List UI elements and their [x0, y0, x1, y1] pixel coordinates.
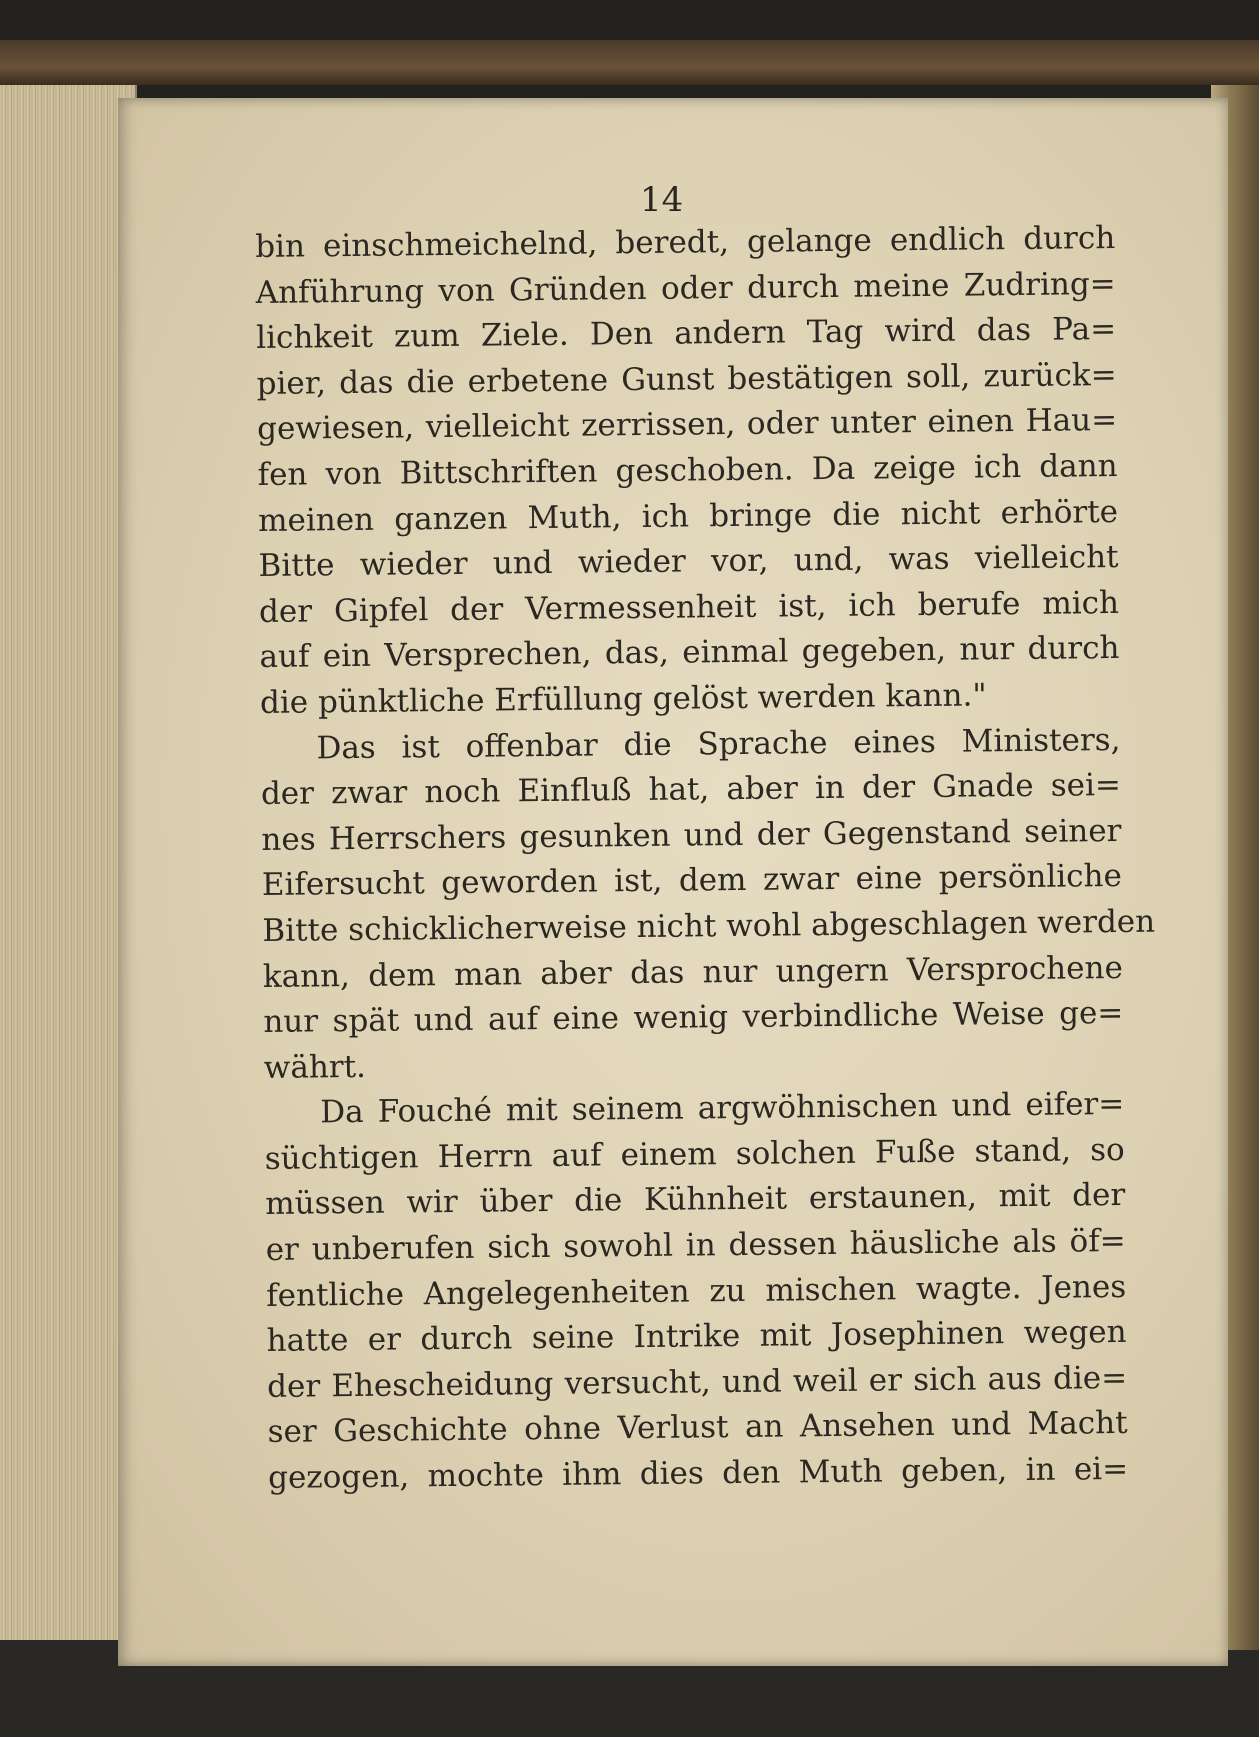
text-line: ser Geschichte ohne Verlust an Ansehen und Macht — [267, 1405, 1128, 1451]
text-line: hatte er durch seine Intrike mit Josephinen wegen — [266, 1314, 1127, 1360]
text-line: Da Fouché mit seinem argwöhnischen und eifer= — [320, 1086, 1125, 1131]
text-line: Bitte schicklicherweise nicht wohl abgeschlagen werden — [262, 903, 1156, 949]
text-line: nes Herrschers gesunken und der Gegenstand seiner — [261, 812, 1122, 858]
text-line: pier, das die erbetene Gunst bestätigen soll, zurück= — [256, 356, 1117, 402]
text-line: gezogen, mochte ihm dies den Muth geben, in ei= — [267, 1450, 1129, 1496]
text-line: Bitte wieder und wieder vor, und, was vielleicht — [258, 539, 1119, 585]
text-line: fen von Bittschriften geschoben. Da zeige ich dann — [257, 447, 1118, 493]
text-line: süchtigen Herrn auf einem solchen Fuße stand, so — [264, 1131, 1125, 1177]
text-line: gewiesen, vielleicht zerrissen, oder unter einen Hau= — [256, 402, 1118, 448]
book-spine-shadow — [0, 40, 1259, 85]
page-number: 14 — [640, 180, 684, 220]
text-line: der zwar noch Einfluß hat, aber in der Gnade sei= — [260, 767, 1122, 813]
text-line: meinen ganzen Muth, ich bringe die nicht erhörte — [257, 493, 1119, 539]
text-line: die pünktliche Erfüllung gelöst werden kann." — [259, 677, 987, 721]
text-line: lichkeit zum Ziele. Den andern Tag wird das Pa= — [255, 311, 1117, 357]
text-line: währt. — [263, 1048, 367, 1086]
text-line: er unberufen sich sowohl in dessen häusliche als öf= — [265, 1223, 1126, 1269]
page-text — [255, 216, 1156, 1502]
text-line: Eifersucht geworden ist, dem zwar eine persönliche — [261, 858, 1123, 904]
text-line: bin einschmeichelnd, beredt, gelange endlich durch — [255, 219, 1116, 265]
text-line: fentliche Angelegenheiten zu mischen wagte. Jenes — [266, 1268, 1127, 1314]
text-line: müssen wir über die Kühnheit erstaunen, mit der — [265, 1177, 1126, 1223]
text-line: Das ist offenbar die Sprache eines Ministers, — [316, 721, 1121, 766]
page-stack-left — [0, 85, 137, 1640]
text-line: auf ein Versprechen, das, einmal gegeben, nur durch — [259, 630, 1120, 676]
text-line: nur spät und auf eine wenig verbindliche Weise ge= — [263, 995, 1124, 1041]
text-line: Anführung von Gründen oder durch meine Zudring= — [255, 265, 1116, 311]
text-line: der Ehescheidung versucht, und weil er sich aus die= — [266, 1359, 1128, 1405]
text-line: der Gipfel der Vermessenheit ist, ich berufe mich — [258, 584, 1120, 630]
text-line: kann, dem man aber das nur ungern Versprochene — [262, 949, 1124, 995]
